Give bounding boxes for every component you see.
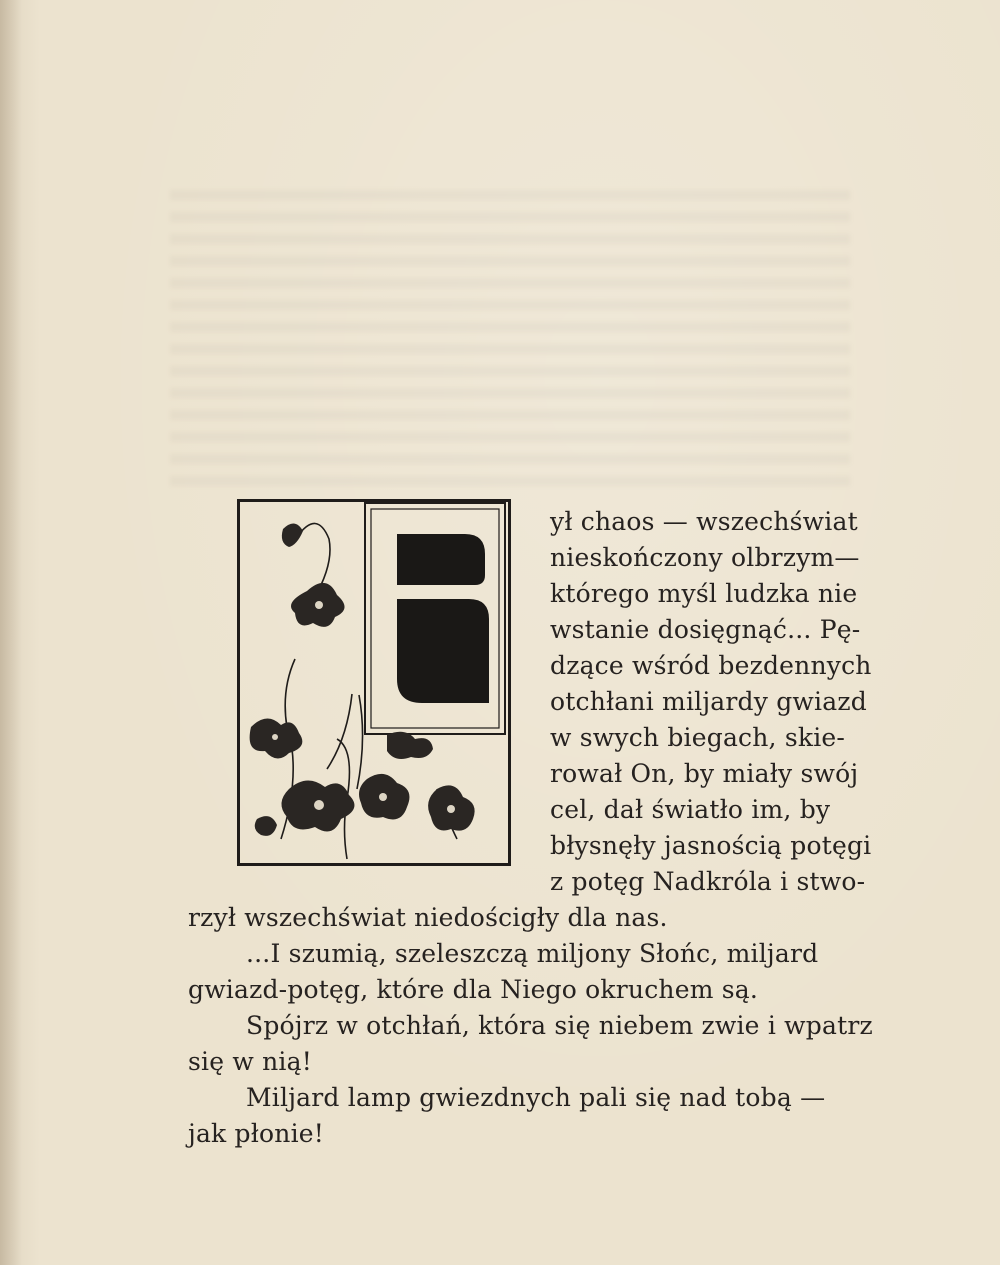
paragraph-1-line-10: błysnęły jasnością potęgi — [550, 831, 872, 860]
paragraph-4-line-2: jak płonie! — [188, 1119, 325, 1148]
paragraph-2-line-1: ...I szumią, szeleszczą miljony Słońc, miljard — [246, 939, 819, 968]
paragraph-1-line-2: nieskończony olbrzym— — [550, 543, 860, 572]
paragraph-1-line-11: z potęg Nadkróla i stwo- — [550, 867, 866, 896]
paragraph-2-line-2: gwiazd-potęg, które dla Niego okruchem są. — [188, 975, 759, 1004]
paragraph-1-line-9: cel, dał światło im, by — [550, 795, 831, 824]
paragraph-1-line-7: w swych biegach, skie- — [550, 723, 846, 752]
page-binding-edge — [0, 0, 22, 1265]
show-through-bleed — [170, 190, 850, 490]
paragraph-3-line-1: Spójrz w otchłań, która się niebem zwie i wpatrz — [246, 1011, 873, 1040]
paragraph-1-line-4: wstanie dosięgnąć... Pę- — [550, 615, 861, 644]
drop-cap-letter-b — [397, 534, 489, 703]
paragraph-4-line-1: Miljard lamp gwiezdnych pali się nad tobą — — [246, 1083, 826, 1112]
paragraph-1-line-6: otchłani miljardy gwiazd — [550, 687, 867, 716]
paragraph-1-line-5: dzące wśród bezdennych — [550, 651, 872, 680]
drop-cap-ornament — [237, 499, 511, 866]
paragraph-1-line-3: którego myśl ludzka nie — [550, 579, 858, 608]
paragraph-1-line-12: rzył wszechświat niedościgły dla nas. — [188, 903, 668, 932]
paragraph-1-line-8: rował On, by miały swój — [550, 759, 859, 788]
paragraph-3-line-2: się w nią! — [188, 1047, 312, 1076]
paragraph-1-line-1: ył chaos — wszechświat — [550, 507, 858, 536]
